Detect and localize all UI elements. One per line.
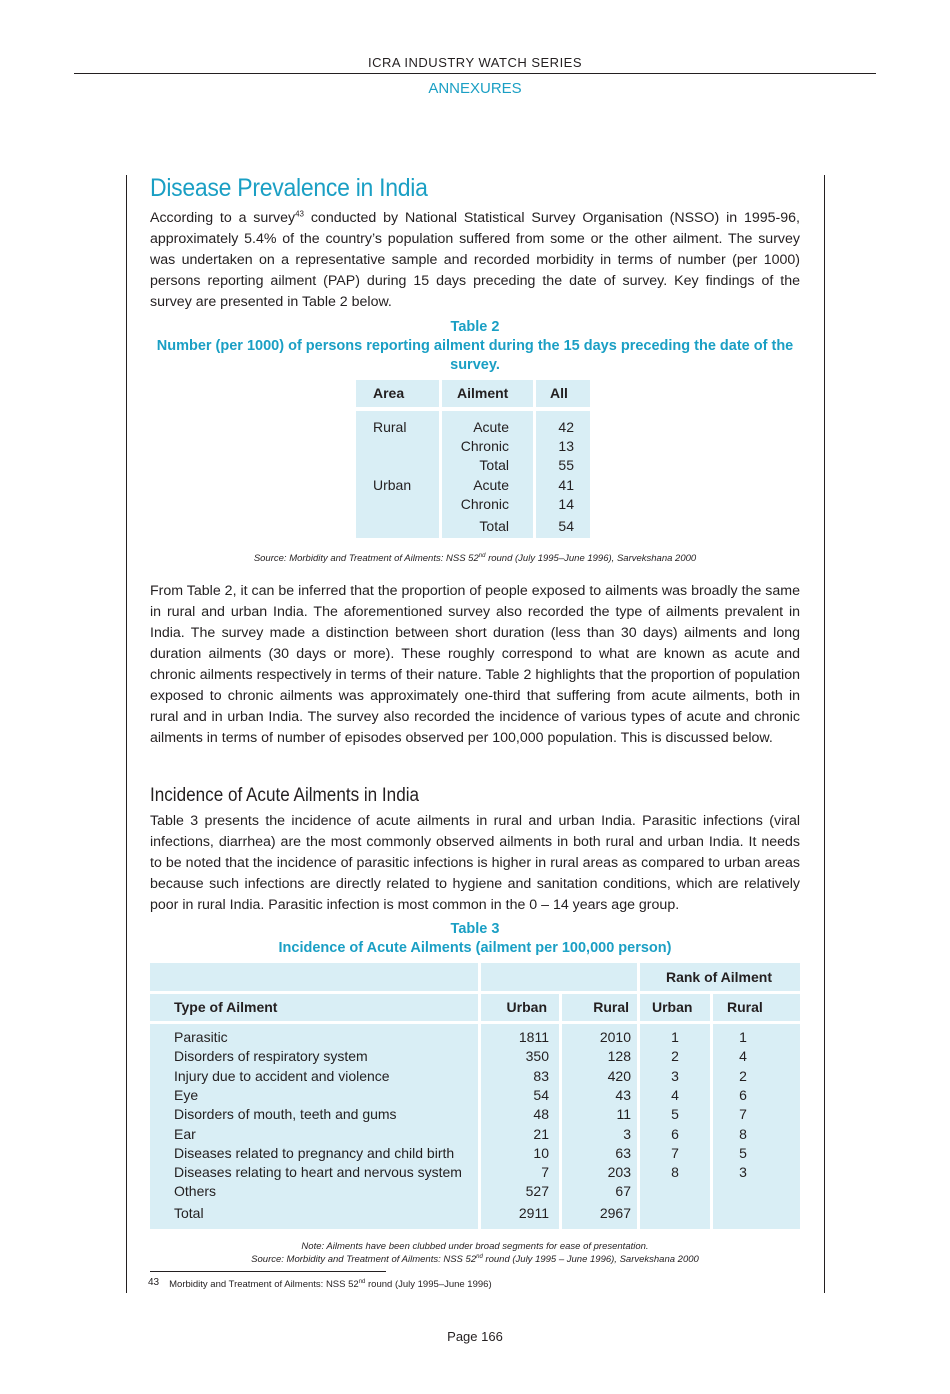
table3-title: Incidence of Acute Ailments (ailment per 100,000 person): [278, 940, 672, 956]
table2-ailment: Total: [479, 457, 509, 473]
table3-type: Injury due to accident and violence: [174, 1068, 390, 1084]
table2-header-all: All: [550, 385, 568, 401]
table3-type: Others: [174, 1183, 217, 1199]
table3-header-type-bg: [150, 994, 478, 1021]
table3-rural: 420: [607, 1068, 631, 1084]
table3-source-sup: nd: [476, 1253, 483, 1260]
table3-rank-urban: 7: [671, 1145, 679, 1161]
table3-type: Eye: [174, 1087, 199, 1103]
footnote-sup: nd: [358, 1278, 366, 1285]
table2-header-ailment-bg: [442, 380, 533, 407]
table3-urban: 1811: [518, 1029, 549, 1045]
table2-source-text: Source: Morbidity and Treatment of Ailments: NSS 52: [253, 553, 479, 564]
table3-rank-rural-col: [713, 1024, 800, 1229]
table3-header-rural-bg: [562, 994, 637, 1021]
table3-rank-urban: 3: [671, 1068, 679, 1084]
footnote-text: Morbidity and Treatment of Ailments: NSS 52: [169, 1279, 359, 1290]
table3-rank-urban: 5: [671, 1106, 679, 1122]
table3-urban-col: [481, 1024, 559, 1229]
table3-rank-urban-col: [640, 1024, 710, 1229]
table3-note: Note: Ailments have been clubbed under broad segments for ease of presentation.: [301, 1241, 649, 1252]
table2-number: Table 2: [450, 319, 500, 335]
table2-header-all-bg: [536, 380, 590, 407]
footnote-text-end: round (July 1995–June 1996): [365, 1279, 492, 1290]
table3-urban: 48: [533, 1106, 549, 1122]
table2-all-col: [536, 411, 590, 538]
table2-all: 14: [558, 496, 574, 512]
table2-header-area: Area: [373, 385, 405, 401]
table3-rural: 63: [615, 1145, 631, 1161]
table3-rural: 2010: [599, 1029, 631, 1045]
table3-rank-rural: 6: [739, 1087, 747, 1103]
table2-area: Rural: [373, 419, 407, 435]
table3-rank-rural: 3: [739, 1164, 747, 1180]
table2-all: 41: [558, 477, 574, 493]
table2-ailment: Acute: [473, 477, 509, 493]
table3-rural-col: [562, 1024, 637, 1229]
table3-rank-rural: 5: [739, 1145, 747, 1161]
table3-urban: 83: [533, 1068, 549, 1084]
table3-header-type: Type of Ailment: [174, 999, 278, 1015]
table3-rank-rural: 2: [739, 1068, 747, 1084]
header-rule: [74, 73, 876, 74]
table3-header-rank-urban-bg: [640, 994, 710, 1021]
header-series: ICRA INDUSTRY WATCH SERIES: [367, 55, 583, 70]
table3-type: Diseases relating to heart and nervous system: [174, 1164, 462, 1180]
table2-source-text-end: round (July 1995–June 1996), Sarvekshana 2000: [485, 553, 697, 564]
table2-ailment: Chronic: [460, 438, 509, 454]
table3-rank-rural: 8: [739, 1126, 747, 1142]
table3-group-rank: Rank of Ailment: [665, 969, 772, 985]
body-paragraph-3: Table 3 presents the incidence of acute ailments in rural and urban India. Parasitic infections (viral infections, diarrhea) are the most commonly observed ailments in both rural and urban India. It needs to be noted that the incidence of parasitic infections is higher in rural areas as compared to urban areas because such infections are directly related to hygiene and sanitation conditions, which are relatively poor in rural India. Parasitic infection is most common in the 0 – 14 years age group.: [150, 813, 800, 913]
table3-urban: 350: [525, 1048, 549, 1064]
table2-all: 55: [558, 457, 574, 473]
table2: [356, 380, 590, 538]
table3-header-rank-urban: Urban: [652, 999, 693, 1015]
intro-text-end: conducted by National Statistical Survey Organisation (NSSO) in 1995-96, approximately 5.4% of the country’s population suffered from some or the other ailment. The survey was undertaken on a representative sample and recorded morbidity in terms of number (per 1000) persons reporting ailment (PAP) during 15 days preceding the date of survey. Key findings of the survey are presented in Table 2 below.: [150, 210, 800, 310]
table3-source-text: Source: Morbidity and Treatment of Ailments: NSS 52: [251, 1254, 477, 1265]
page-number: Page 166: [447, 1329, 503, 1344]
table3-type: Parasitic: [174, 1029, 228, 1045]
table3-rank-rural: 7: [739, 1106, 747, 1122]
table3-group-blank: [150, 963, 478, 991]
table3-rural: 128: [607, 1048, 631, 1064]
table3-group-blank: [481, 963, 637, 991]
left-margin-rule: [126, 175, 127, 1293]
table2-header-area-bg: [356, 380, 439, 407]
table3-rural: 43: [615, 1087, 631, 1103]
table2-source: [0, 552, 950, 565]
table3-type: Disorders of respiratory system: [174, 1048, 368, 1064]
table2-title: Number (per 1000) of persons reporting ailment during the 15 days preceding the date of the survey.: [156, 338, 794, 373]
table3-source-text-end: round (July 1995 – June 1996), Sarvekshana 2000: [482, 1254, 699, 1265]
table3-rank-urban: 1: [671, 1029, 679, 1045]
table2-all: 13: [558, 438, 574, 454]
right-margin-rule: [824, 175, 825, 1293]
table2-ailment-col: [442, 411, 533, 538]
table3-rural: 67: [615, 1183, 631, 1199]
table3-rank-urban: 2: [671, 1048, 679, 1064]
table2-ailment: Total: [479, 518, 509, 534]
intro-paragraph: [150, 208, 800, 313]
table2-source-sup: nd: [478, 552, 486, 559]
table3-type: Total: [174, 1205, 204, 1221]
table3-rank-rural: 4: [739, 1048, 747, 1064]
table2-header-ailment: Ailment: [457, 385, 509, 401]
table3-rank-urban: 4: [671, 1087, 679, 1103]
footnote-ref[interactable]: 43: [295, 209, 304, 219]
table3-number: Table 3: [450, 921, 500, 937]
table3-rural: 11: [616, 1106, 631, 1122]
table2-all: 54: [558, 518, 574, 534]
table3-type: Diseases related to pregnancy and child birth: [174, 1145, 455, 1161]
table3-header-rural: Rural: [593, 999, 629, 1015]
table3-rank-urban: 8: [671, 1164, 679, 1180]
section-heading: Incidence of Acute Ailments in India: [150, 785, 420, 806]
table3-urban: 54: [533, 1087, 549, 1103]
table3-header-rank-rural: Rural: [727, 999, 763, 1015]
table3-rank-urban: 6: [671, 1126, 679, 1142]
table3-header-urban: Urban: [506, 999, 547, 1015]
table3-type: Disorders of mouth, teeth and gums: [174, 1106, 397, 1122]
table3-header-rank-rural-bg: [713, 994, 800, 1021]
table3-source: [0, 1253, 950, 1266]
table3-urban: 10: [533, 1145, 549, 1161]
table3-type-col: [150, 1024, 478, 1229]
table3-rural: 3: [623, 1126, 631, 1142]
table2-all: 42: [558, 419, 574, 435]
table2-ailment: Chronic: [460, 496, 509, 512]
table3-rural: 2967: [599, 1205, 631, 1221]
table3-urban: 7: [541, 1164, 549, 1180]
header-section: ANNEXURES: [428, 80, 522, 97]
table3-rural: 203: [607, 1164, 631, 1180]
table3-urban: 2911: [518, 1205, 549, 1221]
intro-text-start: According to a survey: [150, 210, 296, 226]
footnote: [148, 1279, 492, 1290]
table3-header-urban-bg: [481, 994, 559, 1021]
table3: [150, 963, 800, 1229]
page-title: Disease Prevalence in India: [150, 174, 428, 202]
table2-area-col: [356, 411, 439, 538]
table3-rank-rural: 1: [739, 1029, 747, 1045]
table3-group-rank-bg: [640, 963, 800, 991]
footnote-number: 43: [148, 1277, 160, 1288]
footnote-rule: [150, 1271, 386, 1272]
table3-urban: 21: [533, 1126, 549, 1142]
table3-type: Ear: [174, 1126, 196, 1142]
table2-ailment: Acute: [473, 419, 509, 435]
table2-area: Urban: [373, 477, 412, 493]
body-paragraph-2: From Table 2, it can be inferred that the proportion of people exposed to ailments was broadly the same in rural and urban India. The aforementioned survey also recorded the type of ailments prevalent in India. The survey made a distinction between short duration (less than 30 days) ailments and long duration ailments (30 days or more). These roughly correspond to what are known as acute and chronic ailments respectively in terms of their nature. Table 2 highlights that the proportion of population exposed to chronic ailments was approximately one-third that suffering from acute ailments, both in rural and in urban India. The survey also recorded the incidence of various types of acute and chronic ailments in terms of number of episodes observed per 100,000 population. This is discussed below.: [150, 583, 800, 746]
table3-urban: 527: [525, 1183, 549, 1199]
